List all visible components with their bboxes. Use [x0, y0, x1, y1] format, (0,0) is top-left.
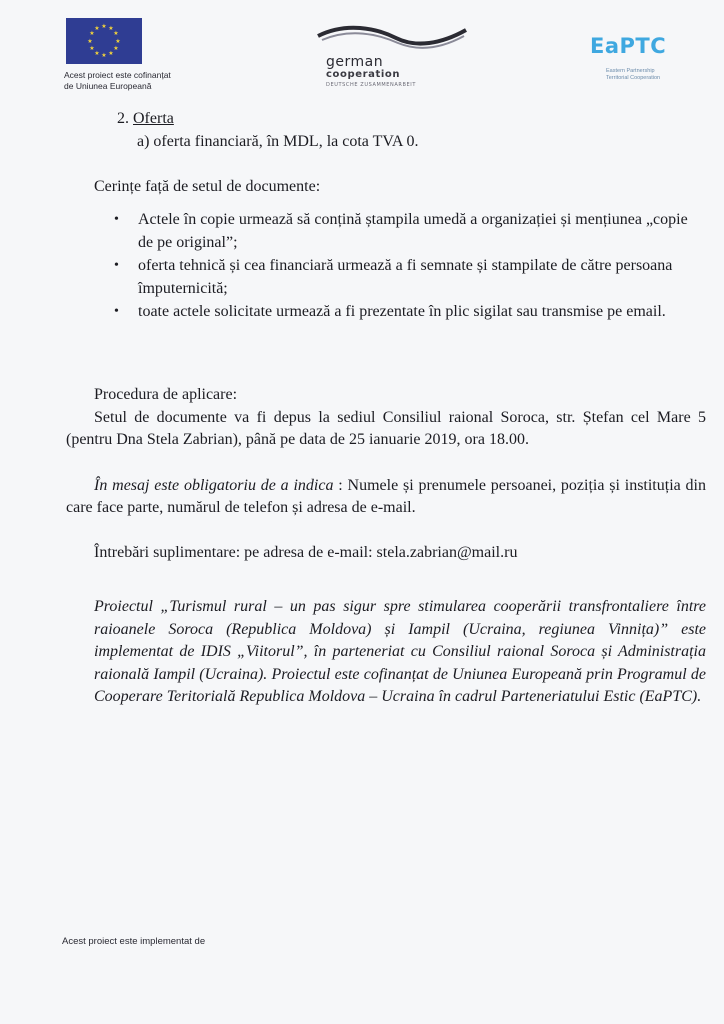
svg-text:★: ★ — [101, 52, 107, 59]
procedure-heading: Procedura de aplicare: — [94, 386, 238, 403]
svg-text:★: ★ — [108, 25, 114, 32]
eaptc-line2: Territorial Cooperation — [606, 75, 661, 81]
procedure-body: Setul de documente va fi depus la sediul Consiliul raional Soroca, str. Ștefan cel Mare 5 (pentru Dna Stela Zabrian), până pe data de 25 ianuarie 2019, ora 18.00. — [66, 409, 706, 448]
svg-text:★: ★ — [113, 45, 119, 52]
bullet-icon: • — [114, 258, 119, 273]
svg-text:★: ★ — [89, 30, 95, 37]
german-cooperation-word: cooperation — [326, 69, 401, 80]
bullet-icon: • — [114, 212, 119, 227]
list-item: • oferta tehnică și cea financiară urmează a fi semnate și stampilate de către persoana împuternicită; — [114, 254, 704, 300]
svg-text:★: ★ — [101, 23, 107, 30]
eu-caption — [64, 70, 234, 92]
requirements-heading: Cerințe față de setul de documente: — [94, 178, 321, 195]
wave-icon — [316, 24, 468, 54]
svg-text:★: ★ — [94, 25, 100, 32]
svg-text:★: ★ — [113, 30, 119, 37]
message-italic: În mesaj este obligatoriu de a indica — [94, 477, 334, 494]
svg-text:★: ★ — [87, 38, 93, 45]
svg-text:★: ★ — [115, 38, 121, 45]
questions-contact: Întrebări suplimentare: pe adresa de e-mail: stela.zabrian@mail.ru — [94, 544, 518, 561]
list-item: • toate actele solicitate urmează a fi prezentate în plic sigilat sau transmise pe email. — [114, 300, 704, 323]
german-cooperation-logo — [316, 24, 468, 90]
footer-note: Acest proiect este implementat de — [62, 936, 206, 947]
section-title — [117, 108, 174, 130]
bullet-icon: • — [114, 304, 119, 319]
svg-text:★: ★ — [108, 50, 114, 57]
eaptc-line1: Eastern Partnership — [606, 68, 655, 74]
eaptc-mark: EaPTC — [590, 34, 667, 58]
eu-caption-line2: de Uniunea Europeană — [64, 81, 152, 91]
eaptc-logo — [590, 34, 686, 90]
german-subtitle: DEUTSCHE ZUSAMMENARBEIT — [326, 82, 417, 88]
section-number: 2. — [117, 110, 129, 127]
requirements-list — [114, 208, 704, 323]
svg-text:★: ★ — [94, 50, 100, 57]
svg-text:★: ★ — [89, 45, 95, 52]
message-rest: : Numele și prenumele persoanei, poziția și instituția din care face parte, numărul de telefon și adresa de e-mail. — [66, 477, 707, 516]
eu-caption-line1: Acest proiect este cofinanțat — [64, 70, 171, 80]
german-word: german — [326, 54, 384, 70]
offer-item-a: a) oferta financiară, în MDL, la cota TVA 0. — [137, 133, 419, 150]
section-title-text: Oferta — [133, 110, 174, 127]
list-item: • Actele în copie urmează să conțină ștampila umedă a organizației și mențiunea „copie de pe original”; — [114, 208, 704, 254]
eu-flag-logo — [66, 18, 142, 64]
message-requirement — [66, 475, 706, 519]
project-note: Proiectul „Turismul rural – un pas sigur spre stimularea cooperării transfrontaliere între raioanele Soroca (Republica Moldova) și Iampil (Ucraina, regiunea Vinnița)” este implementat de IDIS „Viitorul”, în parteneriat cu Consiliul raional Soroca și Administrația raională Iampil (Ucraina). Proiectul este cofinanțat de Uniunea Europeană prin Programul de Cooperare Teritorială Republica Moldova – Ucraina în cadrul Parteneriatului Estic (EaPTC). — [94, 598, 706, 705]
